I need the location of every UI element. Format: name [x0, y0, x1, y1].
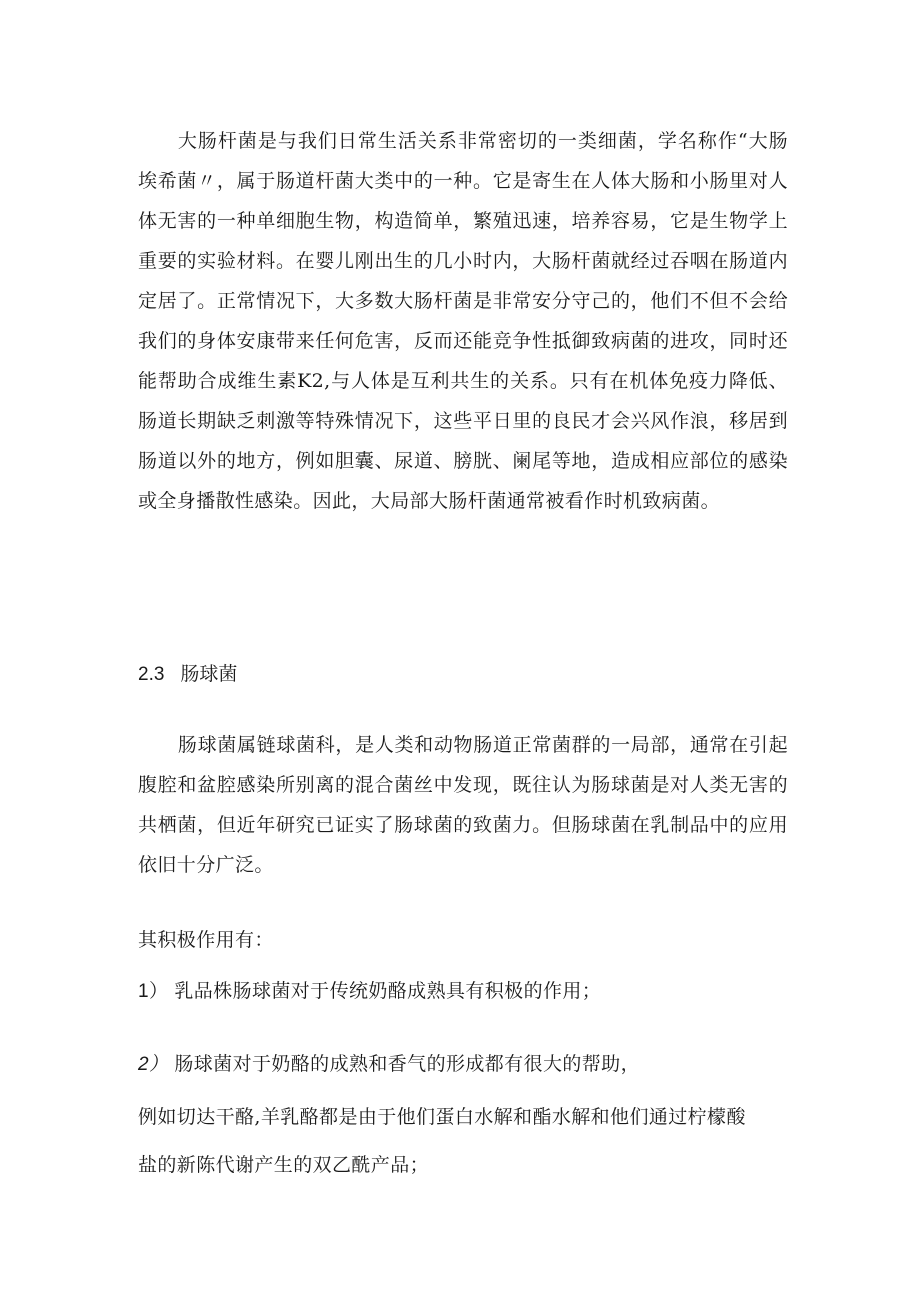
paragraph-e-coli [138, 121, 788, 521]
section-heading [138, 659, 237, 690]
list-item [138, 976, 798, 1007]
paragraph-text: 大肠杆菌是与我们日常生活关系非常密切的一类细菌，学名称作“大肠埃希菌〃，属于肠道杆菌大类中的一种。它是寄生在人体大肠和小肠里对人体无害的一种单细胞生物，构造简单，繁殖迅速，培养容易，它是生物学上重要的实验材料。在婴儿刚出生的几小时内，大肠杆菌就经过吞咽在肠道内定居了。正常情况下，大多数大肠杆菌是非常安分守己的，他们不但不会给我们的身体安康带来任何危害，反而还能竞争性抵御致病菌的进攻，同时还能帮助合成维生素K2,与人体是互利共生的关系。只有在机体免疫力降低、肠道长期缺乏刺激等特殊情况下，这些平日里的良民才会兴风作浪，移居到肠道以外的地方，例如胆囊、尿道、膀胱、阑尾等地，造成相应部位的感染或全身播散性感染。因此，大局部大肠杆菌通常被看作时机致病菌。 [138, 130, 788, 512]
list-item-text: 肠球菌对于奶酪的成熟和香气的形成都有很大的帮助， [174, 1053, 640, 1075]
list-item-number: 2） [138, 1054, 169, 1075]
list-item-number: 1） [138, 981, 169, 1002]
list-intro: 其积极作用有： [138, 929, 274, 951]
list-item-text: 乳品株肠球菌对于传统奶酪成熟具有积极的作用； [174, 980, 602, 1002]
list-item-continuation: 盐的新陈代谢产生的双乙酰产品； [138, 1154, 430, 1176]
section-number: 2.3 [138, 664, 165, 685]
paragraph-enterococcus [138, 725, 788, 885]
list-item [138, 1049, 798, 1080]
section-title: 肠球菌 [180, 663, 238, 685]
list-item-continuation: 例如切达干酪,羊乳酪都是由于他们蛋白水解和酯水解和他们通过柠檬酸 [138, 1106, 746, 1128]
paragraph-text: 肠球菌属链球菌科，是人类和动物肠道正常菌群的一局部，通常在引起腹腔和盆腔感染所别离的混合菌丝中发现，既往认为肠球菌是对人类无害的共栖菌，但近年研究已证实了肠球菌的致菌力。但肠球菌在乳制品中的应用依旧十分广泛。 [138, 734, 788, 876]
